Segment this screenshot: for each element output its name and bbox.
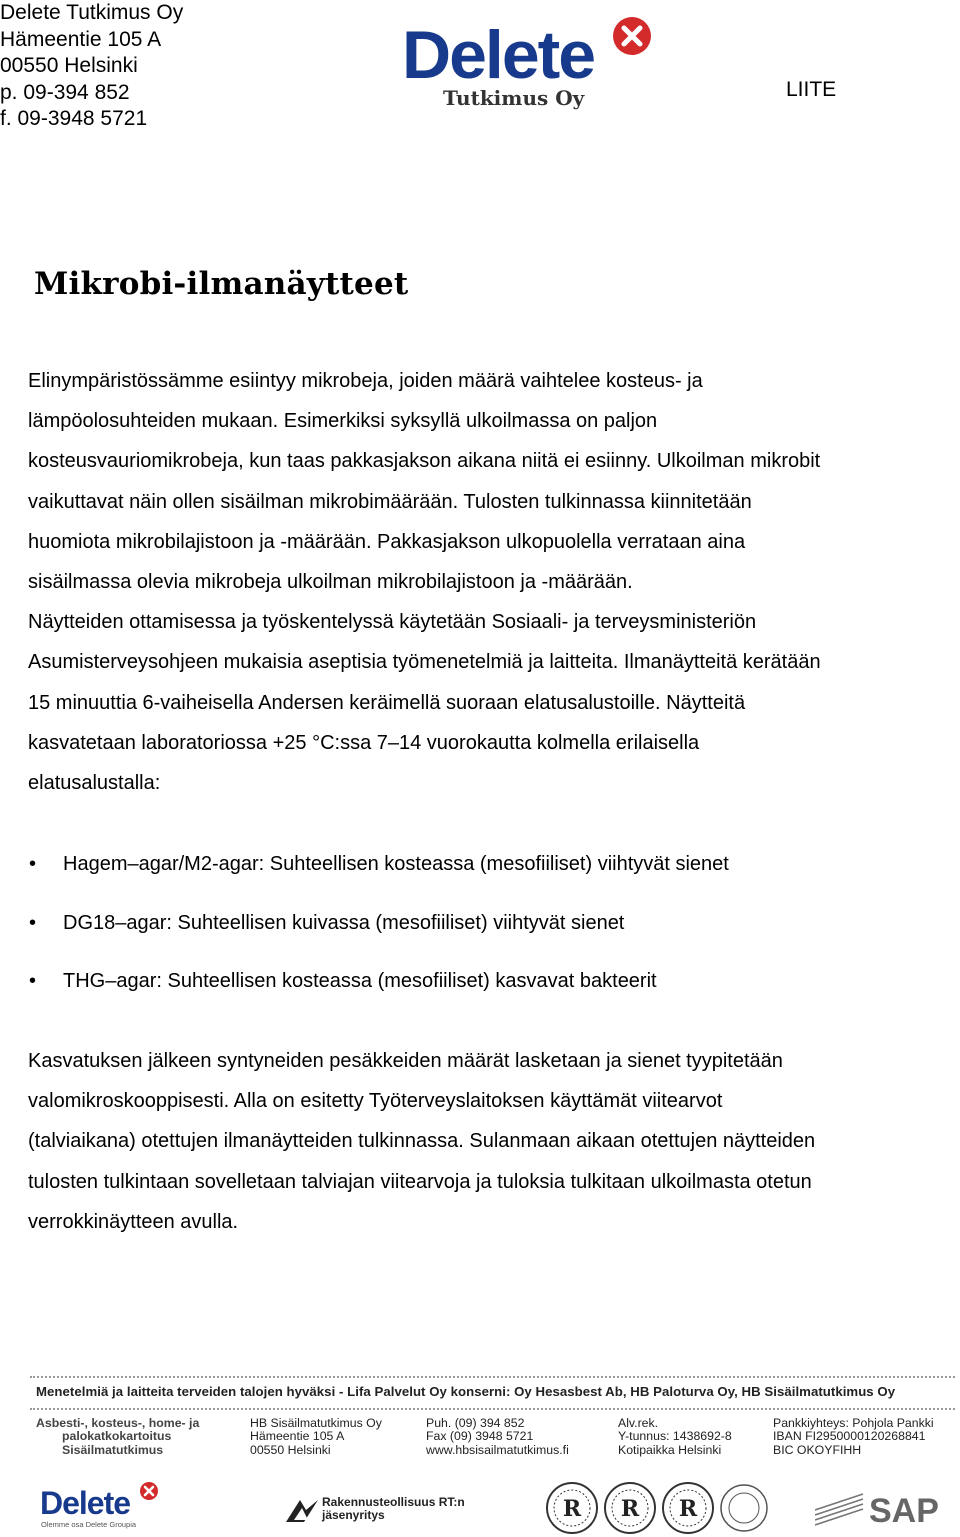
bullet-icon: • — [29, 911, 37, 934]
address-line: Delete Tutkimus Oy — [0, 1, 184, 24]
paragraph-line: valomikroskooppisesti. Alla on esitetty Työterveyslaitoksen käyttämät viitearvot — [28, 1090, 723, 1113]
delete-logo-word: Delete — [40, 1485, 131, 1521]
intro-paragraph — [28, 361, 953, 803]
certification-seal-icon — [663, 1483, 713, 1533]
results-paragraph — [28, 1041, 953, 1242]
footer-line: Fax (09) 3948 5721 — [426, 1429, 534, 1444]
footer-divider — [30, 1408, 955, 1410]
footer-services — [36, 1417, 199, 1457]
list-item — [28, 845, 729, 904]
logo-word: Delete — [402, 17, 595, 93]
certification-seal-icon — [605, 1483, 655, 1533]
paragraph-line: Asumisterveysohjeen mukaisia aseptisia työmenetelmiä ja laitteita. Ilmanäytteitä kerätään — [28, 651, 821, 674]
paragraph-line: sisäilmassa olevia mikrobeja ulkoilman mikrobilajistoon ja -määrään. — [28, 571, 633, 594]
list-item — [28, 962, 729, 1021]
paragraph-line: elatusalustalla: — [28, 772, 161, 795]
list-item-text: DG18–agar: Suhteellisen kuivassa (mesofiiliset) viihtyvät sienet — [63, 911, 625, 934]
footer-line: Sisäilmatutkimus — [62, 1442, 164, 1457]
footer-line: Kotipaikka Helsinki — [618, 1442, 722, 1457]
footer-line: Alv.rek. — [618, 1416, 659, 1430]
delete-tutkimus-logo — [400, 8, 660, 118]
footer-bank — [773, 1417, 934, 1457]
footer-line: Hämeentie 105 A — [250, 1429, 345, 1444]
sap-swoosh-icon — [815, 1494, 863, 1525]
rt-line: Rakennusteollisuus RT:n — [322, 1495, 465, 1509]
paragraph-line: 15 minuuttia 6-vaiheisella Andersen keräimellä suoraan elatusalustoille. Näytteitä — [28, 691, 746, 714]
footer-title: Menetelmiä ja laitteita terveiden talojen hyväksi - Lifa Palvelut Oy konserni: Oy Hesasbest Ab, HB Paloturva Oy, HB Sisäilmatutkimus Oy — [36, 1384, 896, 1399]
rt-mark-icon — [284, 1496, 320, 1526]
paragraph-line: Näytteiden ottamisessa ja työskentelyssä käytetään Sosiaali- ja terveysministeriön — [28, 611, 757, 634]
page-title: Mikrobi-ilmanäytteet — [34, 266, 409, 302]
list-item-text: Hagem–agar/M2-agar: Suhteellisen kosteassa (mesofiiliset) viihtyvät sienet — [63, 853, 729, 875]
address-line: 00550 Helsinki — [0, 54, 138, 77]
paragraph-line: Elinympäristössämme esiintyy mikrobeja, joiden määrä vaihtelee kosteus- ja — [28, 370, 703, 392]
footer-line: Pankkiyhteys: Pohjola Pankki — [773, 1416, 934, 1430]
paragraph-line: verrokkinäytteen avulla. — [28, 1210, 239, 1233]
rt-text — [322, 1496, 465, 1522]
delete-group-logo — [38, 1480, 163, 1530]
logo-subtitle: Tutkimus Oy — [443, 86, 585, 110]
paragraph-line: tulosten tulkintaan sovelletaan talviajan viitearvoja ja tuloksia tulkitaan ulkoilmasta otetun — [28, 1170, 812, 1193]
footer-line: Puh. (09) 394 852 — [426, 1416, 525, 1430]
footer-line: Asbesti-, kosteus-, home- ja — [36, 1416, 200, 1430]
paragraph-line: Kasvatuksen jälkeen syntyneiden pesäkkeiden määrät lasketaan ja sienet tyypitetään — [28, 1050, 783, 1072]
address-line: Hämeentie 105 A — [0, 27, 162, 51]
address-line: p. 09-394 852 — [0, 80, 130, 104]
paragraph-line: lämpöolosuhteiden mukaan. Esimerkiksi syksyllä ulkoilmassa on paljon — [28, 410, 658, 433]
certification-seal-icon — [547, 1483, 597, 1533]
footer-line: HB Sisäilmatutkimus Oy — [250, 1416, 382, 1430]
attachment-label: LIITE — [786, 78, 837, 101]
rt-line: jäsenyritys — [322, 1508, 385, 1522]
footer-line: Y-tunnus: 1438692-8 — [618, 1429, 732, 1444]
list-item — [28, 904, 729, 963]
sender-address — [0, 0, 183, 133]
svg-text:R: R — [678, 1496, 698, 1522]
footer-line: palokatkokartoitus — [62, 1429, 172, 1444]
address-line: f. 09-3948 5721 — [0, 107, 148, 130]
delete-logo-tagline: Olemme osa Delete Groupia — [41, 1520, 137, 1529]
paragraph-line: (talviaikana) otettujen ilmanäytteiden tulkinnassa. Sulanmaan aikaan otettujen näytteiden — [28, 1130, 816, 1153]
footer-website-link[interactable]: www.hbsisailmatutkimus.fi — [426, 1442, 569, 1457]
certification-seals — [540, 1478, 770, 1536]
svg-text:R: R — [562, 1496, 582, 1522]
footer-company-address — [250, 1417, 382, 1457]
footer-divider — [30, 1376, 955, 1378]
footer-line: IBAN FI2950000120268841 — [773, 1429, 926, 1444]
certification-seal-icon — [721, 1485, 767, 1531]
page-footer — [0, 1370, 960, 1537]
footer-registration — [618, 1417, 732, 1457]
paragraph-line: kosteusvauriomikrobeja, kun taas pakkasjakson aikana niitä ei esiinny. Ulkoilman mikrobit — [28, 450, 821, 473]
svg-text:R: R — [620, 1496, 640, 1522]
rt-membership-logo — [282, 1490, 465, 1530]
agar-list — [28, 845, 729, 1021]
footer-line: 00550 Helsinki — [250, 1442, 331, 1457]
footer-line: BIC OKOYFIHH — [773, 1442, 862, 1457]
paragraph-line: kasvatetaan laboratoriossa +25 °C:ssa 7–14 vuorokautta kolmella erilaisella — [28, 731, 700, 754]
bullet-icon: • — [29, 853, 37, 875]
paragraph-line: vaikuttavat näin ollen sisäilman mikrobimäärään. Tulosten tulkinnassa kiinnitetään — [28, 490, 752, 513]
bullet-icon: • — [29, 970, 37, 992]
sap-logo — [815, 1486, 955, 1530]
paragraph-line: huomiota mikrobilajistoon ja -määrään. Pakkasjakson ulkopuolella verrataan aina — [28, 530, 746, 553]
list-item-text: THG–agar: Suhteellisen kosteassa (mesofiiliset) kasvavat bakteerit — [63, 970, 657, 992]
sap-word: SAP — [869, 1492, 939, 1530]
footer-contact — [426, 1417, 569, 1457]
